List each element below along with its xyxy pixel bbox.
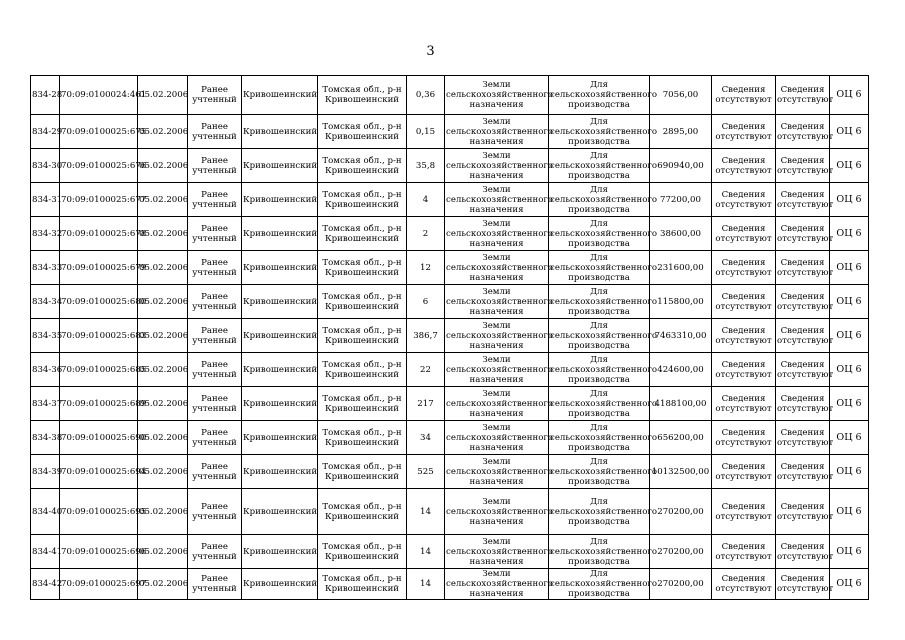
info-field-2: Сведения отсутствуют <box>776 455 830 489</box>
cadastral-value: 10132500,00 <box>650 455 712 489</box>
address: Томская обл., р-н Кривошеинский <box>318 421 407 455</box>
valuation-zone: ОЦ 6 <box>830 489 869 535</box>
district: Кривошеинский <box>242 183 318 217</box>
cadastral-number: 70:09:0100025:676 <box>60 149 138 183</box>
address: Томская обл., р-н Кривошеинский <box>318 115 407 149</box>
permitted-use: Для сельскохозяйственного производства <box>550 388 658 419</box>
record-status: Ранее учтенный <box>188 455 242 489</box>
district: Кривошеинский <box>242 251 318 285</box>
land-category: Земли сельскохозяйственного назначения <box>446 354 554 385</box>
land-area: 35,8 <box>407 149 445 183</box>
info-field-1: Сведения отсутствуют <box>712 569 776 600</box>
district: Кривошеинский <box>242 149 318 183</box>
land-category: Земли сельскохозяйственного назначения <box>446 422 554 453</box>
info-field-1: Сведения отсутствуют <box>712 455 776 489</box>
record-status: Ранее учтенный <box>188 285 242 319</box>
address: Томская обл., р-н Кривошеинский <box>318 285 407 319</box>
registration-date: 05.02.2006 <box>138 421 188 455</box>
table-row <box>31 217 869 251</box>
permitted-use: Для сельскохозяйственного производства <box>550 354 658 385</box>
table-row <box>31 76 869 115</box>
cadastral-number: 70:09:0100025:680 <box>60 285 138 319</box>
permitted-use: Для сельскохозяйственного производства <box>550 252 658 283</box>
table-row <box>31 489 869 535</box>
permitted-use: Для сельскохозяйственного производства <box>550 456 658 487</box>
row-number: 834-28 <box>31 76 60 115</box>
info-field-2: Сведения отсутствуют <box>776 387 830 421</box>
cadastral-number: 70:09:0100025:695 <box>60 489 138 535</box>
address: Томская обл., р-н Кривошеинский <box>318 455 407 489</box>
table-row <box>31 183 869 217</box>
land-category: Земли сельскохозяйственного назначения <box>446 456 554 487</box>
cadastral-value: 4188100,00 <box>650 387 712 421</box>
cadastral-number: 70:09:0100025:675 <box>60 115 138 149</box>
valuation-zone: ОЦ 6 <box>830 319 869 353</box>
address: Томская обл., р-н Кривошеинский <box>318 535 407 569</box>
cadastral-number: 70:09:0100025:685 <box>60 353 138 387</box>
land-area: 14 <box>407 535 445 569</box>
cadastral-number: 70:09:0100025:696 <box>60 535 138 569</box>
land-area: 22 <box>407 353 445 387</box>
info-field-1: Сведения отсутствуют <box>712 387 776 421</box>
registration-date: 05.02.2006 <box>138 251 188 285</box>
address: Томская обл., р-н Кривошеинский <box>318 76 407 115</box>
address: Томская обл., р-н Кривошеинский <box>318 353 407 387</box>
cadastral-value: 656200,00 <box>650 421 712 455</box>
land-area: 12 <box>407 251 445 285</box>
registration-date: 05.02.2006 <box>138 535 188 569</box>
registration-date: 05.02.2006 <box>138 149 188 183</box>
land-area: 34 <box>407 421 445 455</box>
address: Томская обл., р-н Кривошеинский <box>318 183 407 217</box>
record-status: Ранее учтенный <box>188 353 242 387</box>
valuation-zone: ОЦ 6 <box>830 455 869 489</box>
row-number: 834-40 <box>31 489 60 535</box>
cadastral-number: 70:09:0100025:683 <box>60 319 138 353</box>
land-area: 386,7 <box>407 319 445 353</box>
record-status: Ранее учтенный <box>188 535 242 569</box>
info-field-2: Сведения отсутствуют <box>776 319 830 353</box>
table-row <box>31 569 869 600</box>
cadastral-number: 70:09:0100025:677 <box>60 183 138 217</box>
district: Кривошеинский <box>242 569 318 600</box>
address: Томская обл., р-н Кривошеинский <box>318 217 407 251</box>
info-field-1: Сведения отсутствуют <box>712 319 776 353</box>
record-status: Ранее учтенный <box>188 251 242 285</box>
land-area: 14 <box>407 569 445 600</box>
table-row <box>31 115 869 149</box>
record-status: Ранее учтенный <box>188 76 242 115</box>
registration-date: 05.02.2006 <box>138 455 188 489</box>
district: Кривошеинский <box>242 285 318 319</box>
valuation-zone: ОЦ 6 <box>830 569 869 600</box>
table-row <box>31 421 869 455</box>
land-category: Земли сельскохозяйственного назначения <box>446 388 554 419</box>
info-field-2: Сведения отсутствуют <box>776 183 830 217</box>
permitted-use: Для сельскохозяйственного производства <box>550 116 658 147</box>
info-field-1: Сведения отсутствуют <box>712 535 776 569</box>
info-field-1: Сведения отсутствуют <box>712 76 776 115</box>
row-number: 834-34 <box>31 285 60 319</box>
land-category: Земли сельскохозяйственного назначения <box>446 286 554 317</box>
land-category: Земли сельскохозяйственного назначения <box>445 76 549 115</box>
land-area: 14 <box>407 489 445 535</box>
info-field-2: Сведения отсутствуют <box>776 115 830 149</box>
valuation-zone: ОЦ 6 <box>830 149 869 183</box>
registration-date: 05.02.2006 <box>138 285 188 319</box>
permitted-use: Для сельскохозяйственного производства <box>550 569 658 599</box>
district: Кривошеинский <box>242 421 318 455</box>
info-field-2: Сведения отсутствуют <box>776 535 830 569</box>
registration-date: 05.02.2006 <box>138 76 188 115</box>
info-field-1: Сведения отсутствуют <box>712 489 776 535</box>
info-field-2: Сведения отсутствуют <box>776 149 830 183</box>
land-area: 4 <box>407 183 445 217</box>
cadastral-value: 2895,00 <box>650 115 712 149</box>
address: Томская обл., р-н Кривошеинский <box>318 251 407 285</box>
registration-date: 05.02.2006 <box>138 569 188 600</box>
land-category: Земли сельскохозяйственного назначения <box>446 150 554 181</box>
address: Томская обл., р-н Кривошеинский <box>318 319 407 353</box>
land-category: Земли сельскохозяйственного назначения <box>446 320 554 351</box>
permitted-use: Для сельскохозяйственного производства <box>550 320 658 351</box>
table-row <box>31 285 869 319</box>
land-category: Земли сельскохозяйственного назначения <box>446 116 554 147</box>
record-status: Ранее учтенный <box>188 319 242 353</box>
address: Томская обл., р-н Кривошеинский <box>318 149 407 183</box>
table-row <box>31 319 869 353</box>
district: Кривошеинский <box>242 455 318 489</box>
permitted-use: Для сельскохозяйственного производства <box>550 422 658 453</box>
table-row <box>31 387 869 421</box>
record-status: Ранее учтенный <box>188 149 242 183</box>
row-number: 834-36 <box>31 353 60 387</box>
row-number: 834-38 <box>31 421 60 455</box>
district: Кривошеинский <box>242 387 318 421</box>
valuation-zone: ОЦ 6 <box>830 183 869 217</box>
address: Томская обл., р-н Кривошеинский <box>318 569 407 600</box>
land-category: Земли сельскохозяйственного назначения <box>446 184 554 215</box>
valuation-zone: ОЦ 6 <box>830 285 869 319</box>
cadastral-value: 231600,00 <box>650 251 712 285</box>
row-number: 834-30 <box>31 149 60 183</box>
valuation-zone: ОЦ 6 <box>830 387 869 421</box>
registration-date: 05.02.2006 <box>138 353 188 387</box>
cadastral-value: 424600,00 <box>650 353 712 387</box>
table-row <box>31 149 869 183</box>
registration-date: 05.02.2006 <box>138 319 188 353</box>
land-category: Земли сельскохозяйственного назначения <box>446 569 554 599</box>
permitted-use: Для сельскохозяйственного производства <box>550 150 658 181</box>
registration-date: 05.02.2006 <box>138 183 188 217</box>
row-number: 834-33 <box>31 251 60 285</box>
district: Кривошеинский <box>242 353 318 387</box>
registration-date: 05.02.2006 <box>138 387 188 421</box>
info-field-2: Сведения отсутствуют <box>776 489 830 535</box>
table-row <box>31 353 869 387</box>
table-row <box>31 455 869 489</box>
land-area: 0,15 <box>407 115 445 149</box>
cadastral-number: 70:09:0100024:461 <box>60 76 138 115</box>
info-field-1: Сведения отсутствуют <box>712 285 776 319</box>
land-category: Земли сельскохозяйственного назначения <box>446 252 554 283</box>
table-row <box>31 251 869 285</box>
permitted-use: Для сельскохозяйственного производства <box>550 184 658 215</box>
info-field-2: Сведения отсутствуют <box>776 76 830 115</box>
row-number: 834-39 <box>31 455 60 489</box>
info-field-1: Сведения отсутствуют <box>712 115 776 149</box>
valuation-zone: ОЦ 6 <box>830 535 869 569</box>
cadastral-value: 7056,00 <box>650 76 712 115</box>
permitted-use: Для сельскохозяйственного производства <box>550 286 658 317</box>
land-area: 525 <box>407 455 445 489</box>
cadastral-value: 115800,00 <box>650 285 712 319</box>
info-field-2: Сведения отсутствуют <box>776 421 830 455</box>
cadastral-number: 70:09:0100025:697 <box>60 569 138 600</box>
cadastral-number: 70:09:0100025:694 <box>60 455 138 489</box>
row-number: 834-29 <box>31 115 60 149</box>
cadastral-value: 7463310,00 <box>650 319 712 353</box>
valuation-zone: ОЦ 6 <box>830 251 869 285</box>
cadastral-value: 270200,00 <box>650 535 712 569</box>
permitted-use: Для сельскохозяйственного производства <box>550 218 658 249</box>
info-field-2: Сведения отсутствуют <box>776 251 830 285</box>
district: Кривошеинский <box>242 535 318 569</box>
address: Томская обл., р-н Кривошеинский <box>318 489 407 535</box>
registration-date: 05.02.2006 <box>138 115 188 149</box>
permitted-use: Для сельскохозяйственного производства <box>549 489 650 535</box>
cadastral-number: 70:09:0100025:679 <box>60 251 138 285</box>
row-number: 834-37 <box>31 387 60 421</box>
record-status: Ранее учтенный <box>188 183 242 217</box>
row-number: 834-42 <box>31 569 60 600</box>
info-field-1: Сведения отсутствуют <box>712 183 776 217</box>
table-row <box>31 535 869 569</box>
land-registry-table <box>30 75 869 600</box>
land-area: 217 <box>407 387 445 421</box>
valuation-zone: ОЦ 6 <box>830 217 869 251</box>
record-status: Ранее учтенный <box>188 387 242 421</box>
info-field-2: Сведения отсутствуют <box>776 569 830 600</box>
row-number: 834-35 <box>31 319 60 353</box>
land-area: 6 <box>407 285 445 319</box>
district: Кривошеинский <box>242 217 318 251</box>
land-category: Земли сельскохозяйственного назначения <box>446 536 554 567</box>
registration-date: 05.02.2006 <box>138 217 188 251</box>
row-number: 834-41 <box>31 535 60 569</box>
valuation-zone: ОЦ 6 <box>830 76 869 115</box>
cadastral-value: 270200,00 <box>650 569 712 600</box>
valuation-zone: ОЦ 6 <box>830 115 869 149</box>
info-field-2: Сведения отсутствуют <box>776 217 830 251</box>
district: Кривошеинский <box>242 115 318 149</box>
district: Кривошеинский <box>242 76 318 115</box>
cadastral-number: 70:09:0100025:689 <box>60 387 138 421</box>
cadastral-number: 70:09:0100025:690 <box>60 421 138 455</box>
permitted-use: Для сельскохозяйственного производства <box>549 76 650 115</box>
land-area: 2 <box>407 217 445 251</box>
valuation-zone: ОЦ 6 <box>830 353 869 387</box>
district: Кривошеинский <box>242 319 318 353</box>
land-area: 0,36 <box>407 76 445 115</box>
table-body <box>31 76 869 600</box>
registration-date: 05.02.2006 <box>138 489 188 535</box>
row-number: 834-31 <box>31 183 60 217</box>
info-field-1: Сведения отсутствуют <box>712 251 776 285</box>
cadastral-value: 270200,00 <box>650 489 712 535</box>
cadastral-number: 70:09:0100025:678 <box>60 217 138 251</box>
valuation-zone: ОЦ 6 <box>830 421 869 455</box>
info-field-1: Сведения отсутствуют <box>712 217 776 251</box>
record-status: Ранее учтенный <box>188 217 242 251</box>
cadastral-value: 77200,00 <box>650 183 712 217</box>
address: Томская обл., р-н Кривошеинский <box>318 387 407 421</box>
land-category: Земли сельскохозяйственного назначения <box>445 489 549 535</box>
info-field-1: Сведения отсутствуют <box>712 149 776 183</box>
district: Кривошеинский <box>242 489 318 535</box>
info-field-2: Сведения отсутствуют <box>776 285 830 319</box>
cadastral-value: 38600,00 <box>650 217 712 251</box>
cadastral-value: 690940,00 <box>650 149 712 183</box>
permitted-use: Для сельскохозяйственного производства <box>550 536 658 567</box>
info-field-2: Сведения отсутствуют <box>776 353 830 387</box>
row-number: 834-32 <box>31 217 60 251</box>
page-number: 3 <box>426 44 435 59</box>
record-status: Ранее учтенный <box>188 115 242 149</box>
info-field-1: Сведения отсутствуют <box>712 421 776 455</box>
land-category: Земли сельскохозяйственного назначения <box>446 218 554 249</box>
record-status: Ранее учтенный <box>188 489 242 535</box>
record-status: Ранее учтенный <box>188 421 242 455</box>
info-field-1: Сведения отсутствуют <box>712 353 776 387</box>
record-status: Ранее учтенный <box>188 569 242 600</box>
